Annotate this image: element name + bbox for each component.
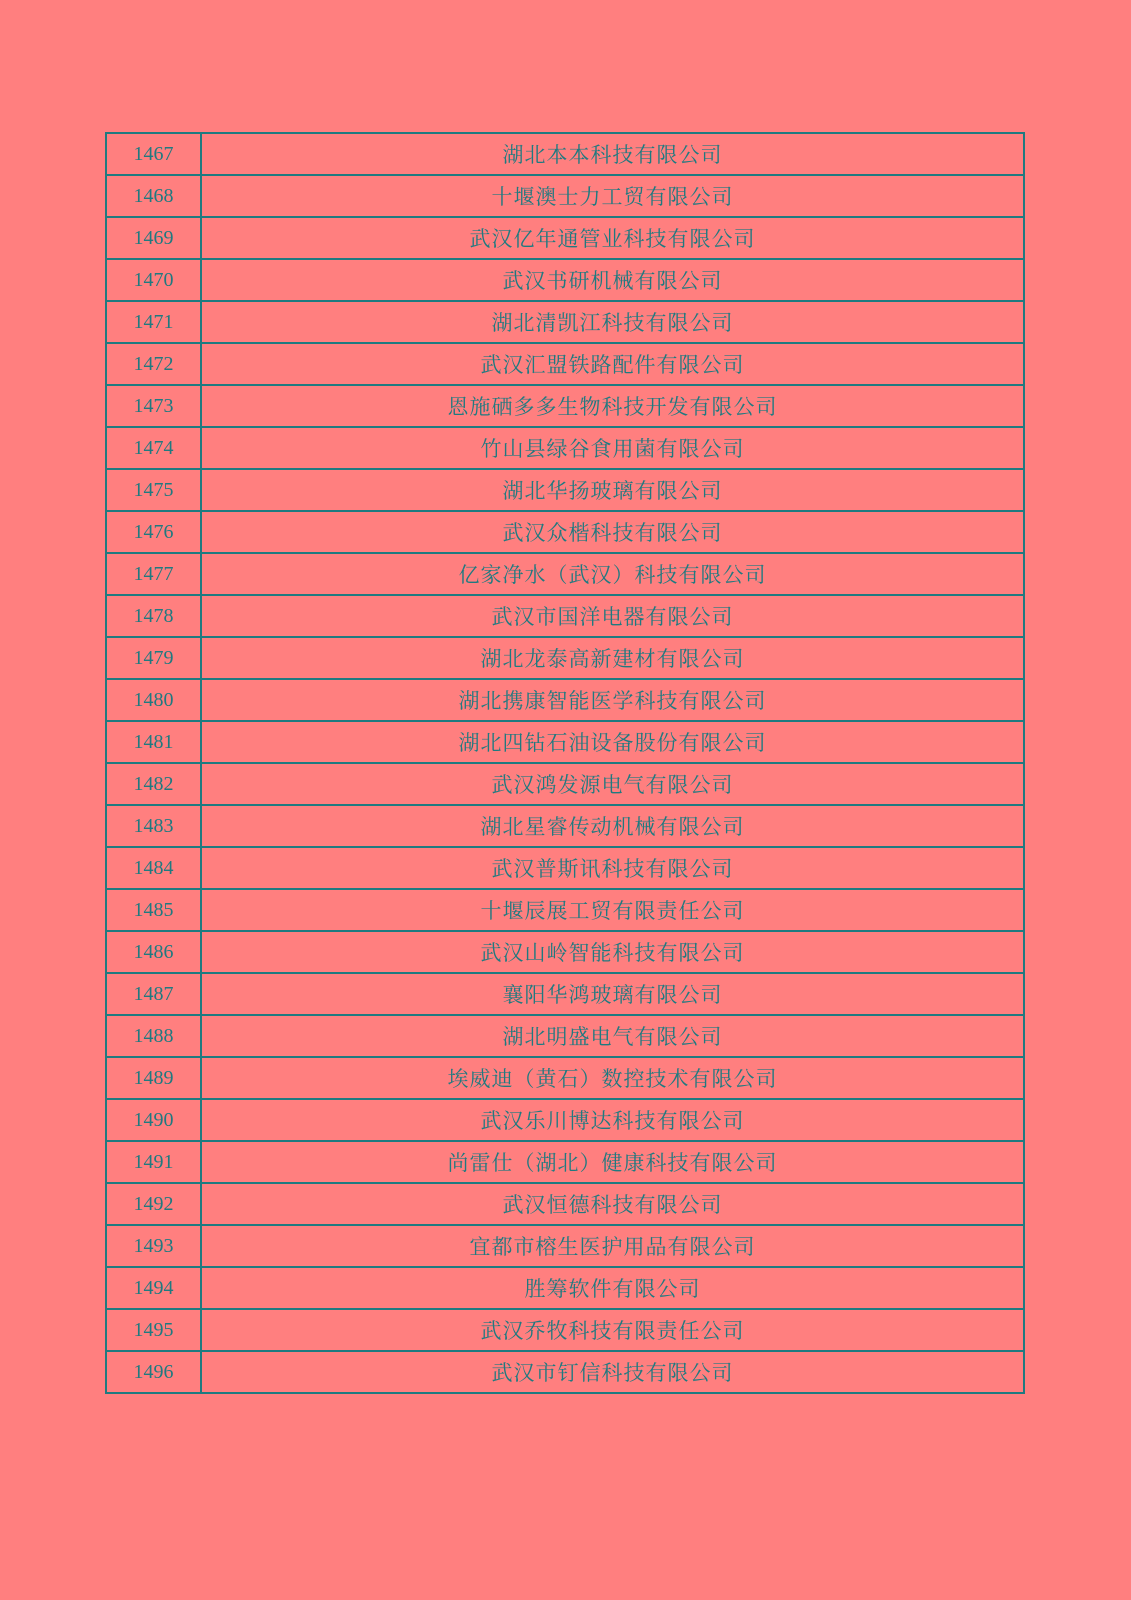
- row-number-cell: 1473: [106, 385, 201, 427]
- company-name-cell: 武汉乐川博达科技有限公司: [201, 1099, 1024, 1141]
- company-name-cell: 武汉山岭智能科技有限公司: [201, 931, 1024, 973]
- table-row: [106, 301, 1024, 343]
- table-row: [106, 1183, 1024, 1225]
- table-row: [106, 259, 1024, 301]
- table-row: [106, 1015, 1024, 1057]
- table-row: [106, 1057, 1024, 1099]
- row-number-cell: 1470: [106, 259, 201, 301]
- company-name-cell: 胜筹软件有限公司: [201, 1267, 1024, 1309]
- row-number-cell: 1489: [106, 1057, 201, 1099]
- row-number-cell: 1474: [106, 427, 201, 469]
- row-number-cell: 1469: [106, 217, 201, 259]
- row-number-cell: 1471: [106, 301, 201, 343]
- company-list-body: [106, 133, 1024, 1393]
- row-number-cell: 1472: [106, 343, 201, 385]
- table-row: [106, 595, 1024, 637]
- company-name-cell: 湖北携康智能医学科技有限公司: [201, 679, 1024, 721]
- row-number-cell: 1485: [106, 889, 201, 931]
- row-number-cell: 1492: [106, 1183, 201, 1225]
- table-row: [106, 343, 1024, 385]
- company-name-cell: 湖北龙泰高新建材有限公司: [201, 637, 1024, 679]
- table-row: [106, 1267, 1024, 1309]
- company-name-cell: 尚雷仕（湖北）健康科技有限公司: [201, 1141, 1024, 1183]
- company-name-cell: 恩施硒多多生物科技开发有限公司: [201, 385, 1024, 427]
- row-number-cell: 1486: [106, 931, 201, 973]
- table-row: [106, 1351, 1024, 1393]
- row-number-cell: 1491: [106, 1141, 201, 1183]
- table-row: [106, 763, 1024, 805]
- company-name-cell: 湖北明盛电气有限公司: [201, 1015, 1024, 1057]
- company-name-cell: 湖北星睿传动机械有限公司: [201, 805, 1024, 847]
- company-name-cell: 宜都市榕生医护用品有限公司: [201, 1225, 1024, 1267]
- table-row: [106, 637, 1024, 679]
- company-name-cell: 亿家净水（武汉）科技有限公司: [201, 553, 1024, 595]
- row-number-cell: 1475: [106, 469, 201, 511]
- company-name-cell: 武汉鸿发源电气有限公司: [201, 763, 1024, 805]
- table-row: [106, 217, 1024, 259]
- company-name-cell: 十堰辰展工贸有限责任公司: [201, 889, 1024, 931]
- table-row: [106, 1225, 1024, 1267]
- table-row: [106, 847, 1024, 889]
- table-row: [106, 553, 1024, 595]
- row-number-cell: 1483: [106, 805, 201, 847]
- row-number-cell: 1476: [106, 511, 201, 553]
- company-name-cell: 武汉市国洋电器有限公司: [201, 595, 1024, 637]
- company-name-cell: 十堰澳士力工贸有限公司: [201, 175, 1024, 217]
- row-number-cell: 1481: [106, 721, 201, 763]
- row-number-cell: 1487: [106, 973, 201, 1015]
- table-row: [106, 427, 1024, 469]
- row-number-cell: 1468: [106, 175, 201, 217]
- row-number-cell: 1484: [106, 847, 201, 889]
- company-list-table: [105, 132, 1025, 1394]
- table-row: [106, 805, 1024, 847]
- company-name-cell: 襄阳华鸿玻璃有限公司: [201, 973, 1024, 1015]
- company-name-cell: 武汉书研机械有限公司: [201, 259, 1024, 301]
- row-number-cell: 1467: [106, 133, 201, 175]
- table-row: [106, 1309, 1024, 1351]
- table-row: [106, 385, 1024, 427]
- company-name-cell: 武汉汇盟铁路配件有限公司: [201, 343, 1024, 385]
- company-name-cell: 武汉普斯讯科技有限公司: [201, 847, 1024, 889]
- row-number-cell: 1494: [106, 1267, 201, 1309]
- row-number-cell: 1479: [106, 637, 201, 679]
- company-name-cell: 竹山县绿谷食用菌有限公司: [201, 427, 1024, 469]
- company-name-cell: 湖北四钻石油设备股份有限公司: [201, 721, 1024, 763]
- company-name-cell: 湖北华扬玻璃有限公司: [201, 469, 1024, 511]
- company-name-cell: 武汉众楷科技有限公司: [201, 511, 1024, 553]
- table-row: [106, 175, 1024, 217]
- company-name-cell: 武汉乔牧科技有限责任公司: [201, 1309, 1024, 1351]
- row-number-cell: 1488: [106, 1015, 201, 1057]
- company-name-cell: 武汉亿年通管业科技有限公司: [201, 217, 1024, 259]
- company-name-cell: 湖北清凯江科技有限公司: [201, 301, 1024, 343]
- table-row: [106, 1141, 1024, 1183]
- row-number-cell: 1495: [106, 1309, 201, 1351]
- company-name-cell: 埃威迪（黄石）数控技术有限公司: [201, 1057, 1024, 1099]
- table-row: [106, 973, 1024, 1015]
- row-number-cell: 1480: [106, 679, 201, 721]
- table-row: [106, 721, 1024, 763]
- row-number-cell: 1482: [106, 763, 201, 805]
- row-number-cell: 1496: [106, 1351, 201, 1393]
- table-row: [106, 469, 1024, 511]
- table-row: [106, 133, 1024, 175]
- row-number-cell: 1493: [106, 1225, 201, 1267]
- company-name-cell: 湖北本本科技有限公司: [201, 133, 1024, 175]
- company-name-cell: 武汉市钉信科技有限公司: [201, 1351, 1024, 1393]
- row-number-cell: 1490: [106, 1099, 201, 1141]
- table-row: [106, 889, 1024, 931]
- table-row: [106, 679, 1024, 721]
- company-name-cell: 武汉恒德科技有限公司: [201, 1183, 1024, 1225]
- table-row: [106, 931, 1024, 973]
- row-number-cell: 1478: [106, 595, 201, 637]
- row-number-cell: 1477: [106, 553, 201, 595]
- table-row: [106, 1099, 1024, 1141]
- table-row: [106, 511, 1024, 553]
